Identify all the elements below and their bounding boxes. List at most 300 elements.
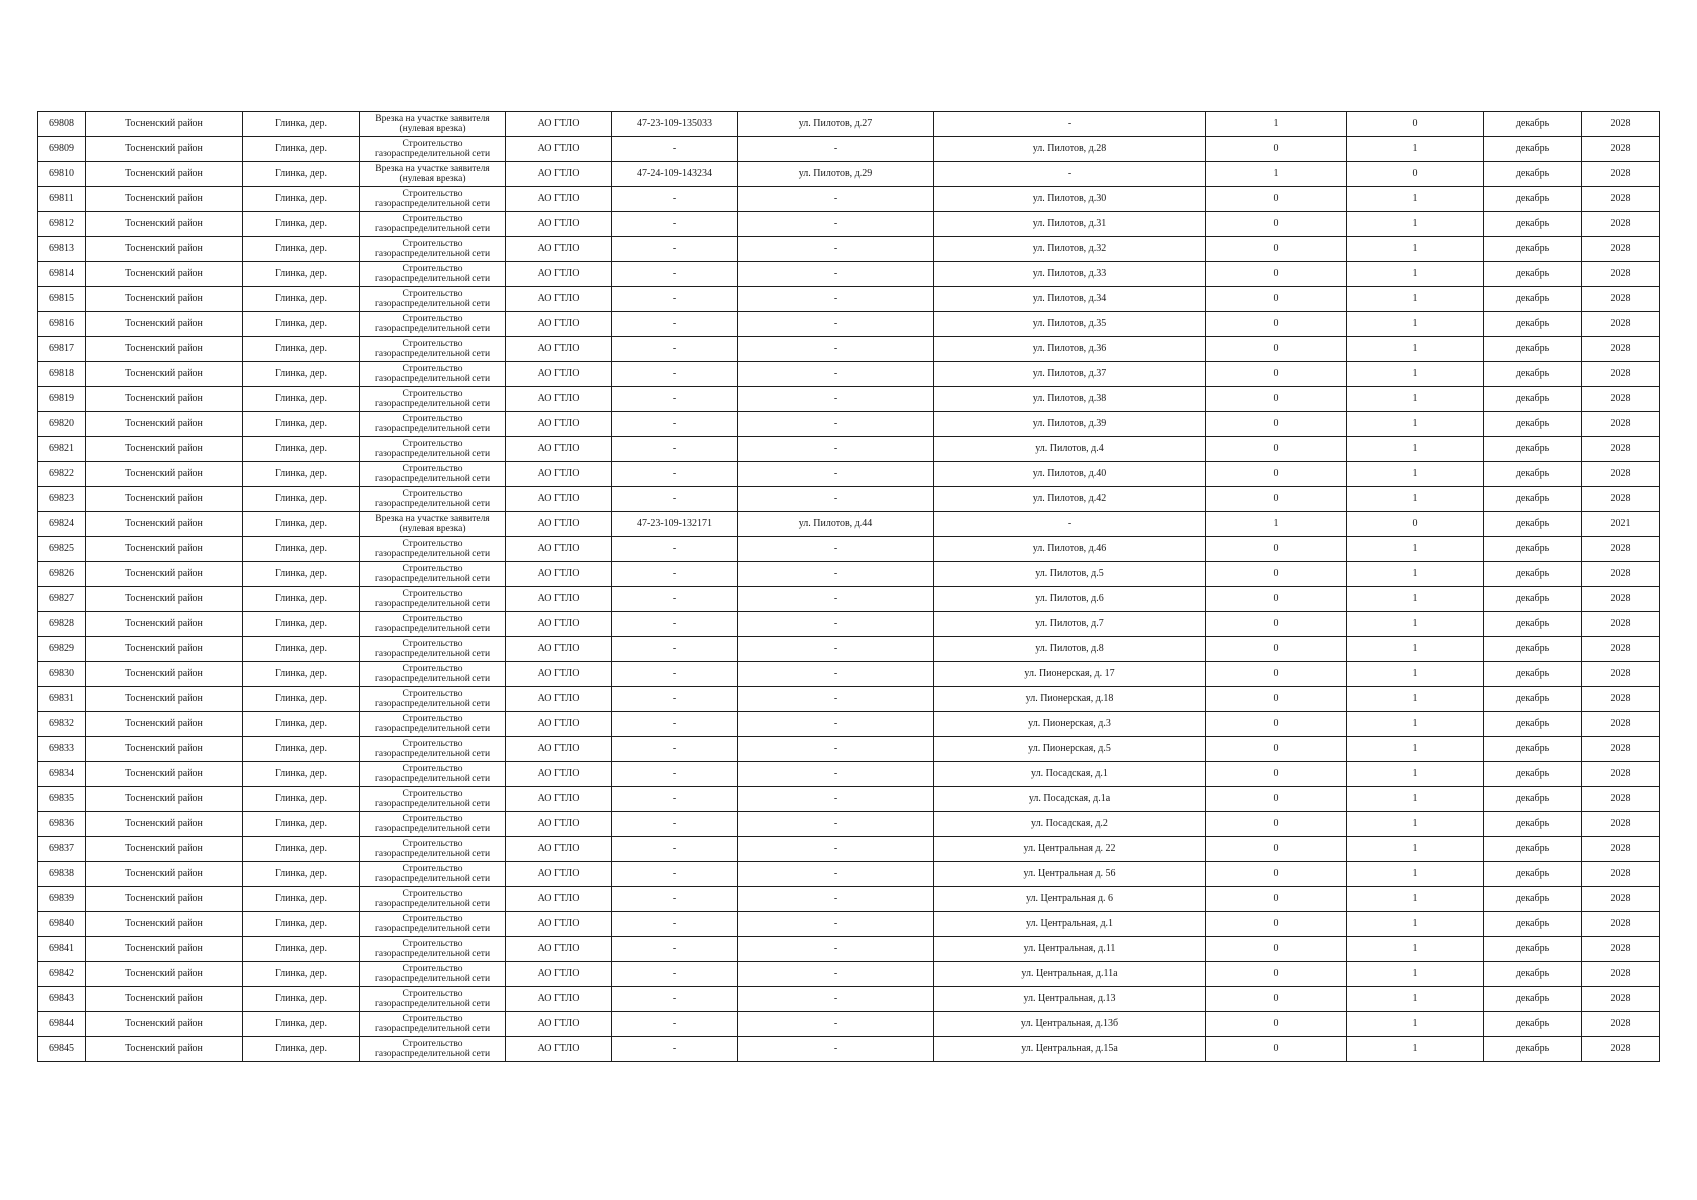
connection-address-cell: - (738, 787, 934, 812)
count-b-cell: 1 (1347, 462, 1484, 487)
count-b-cell: 0 (1347, 512, 1484, 537)
count-b-cell: 1 (1347, 437, 1484, 462)
count-b-cell: 1 (1347, 412, 1484, 437)
count-b-cell: 1 (1347, 687, 1484, 712)
network-address-cell: ул. Пилотов, д.40 (934, 462, 1206, 487)
year-cell: 2028 (1582, 862, 1660, 887)
count-b-cell: 1 (1347, 812, 1484, 837)
network-address-cell: ул. Посадская, д.1 (934, 762, 1206, 787)
work-type-cell: Строительство газораспределительной сети (360, 312, 506, 337)
count-b-cell: 0 (1347, 162, 1484, 187)
work-type-cell: Строительство газораспределительной сети (360, 862, 506, 887)
count-a-cell: 0 (1206, 287, 1347, 312)
work-type-cell: Строительство газораспределительной сети (360, 537, 506, 562)
network-address-cell: - (934, 512, 1206, 537)
district-cell: Тосненский район (86, 812, 243, 837)
district-cell: Тосненский район (86, 837, 243, 862)
district-cell: Тосненский район (86, 162, 243, 187)
connection-address-cell: - (738, 1037, 934, 1062)
year-cell: 2028 (1582, 537, 1660, 562)
organization-cell: АО ГТЛО (506, 337, 612, 362)
year-cell: 2028 (1582, 612, 1660, 637)
network-address-cell: ул. Центральная, д.1 (934, 912, 1206, 937)
count-b-cell: 1 (1347, 1037, 1484, 1062)
count-a-cell: 0 (1206, 562, 1347, 587)
district-cell: Тосненский район (86, 362, 243, 387)
organization-cell: АО ГТЛО (506, 962, 612, 987)
settlement-cell: Глинка, дер. (243, 537, 360, 562)
connection-address-cell: - (738, 712, 934, 737)
count-a-cell: 0 (1206, 312, 1347, 337)
year-cell: 2028 (1582, 212, 1660, 237)
settlement-cell: Глинка, дер. (243, 862, 360, 887)
row-id-cell: 69818 (38, 362, 86, 387)
year-cell: 2028 (1582, 562, 1660, 587)
month-cell: декабрь (1484, 687, 1582, 712)
count-b-cell: 1 (1347, 637, 1484, 662)
month-cell: декабрь (1484, 887, 1582, 912)
count-a-cell: 0 (1206, 912, 1347, 937)
organization-cell: АО ГТЛО (506, 112, 612, 137)
row-id-cell: 69810 (38, 162, 86, 187)
district-cell: Тосненский район (86, 962, 243, 987)
cadastral-number-cell: - (612, 287, 738, 312)
connection-address-cell: - (738, 612, 934, 637)
cadastral-number-cell: 47-24-109-143234 (612, 162, 738, 187)
count-a-cell: 0 (1206, 412, 1347, 437)
organization-cell: АО ГТЛО (506, 662, 612, 687)
settlement-cell: Глинка, дер. (243, 112, 360, 137)
count-b-cell: 1 (1347, 337, 1484, 362)
organization-cell: АО ГТЛО (506, 562, 612, 587)
connection-address-cell: - (738, 812, 934, 837)
work-type-cell: Строительство газораспределительной сети (360, 912, 506, 937)
month-cell: декабрь (1484, 237, 1582, 262)
district-cell: Тосненский район (86, 1012, 243, 1037)
cadastral-number-cell: - (612, 387, 738, 412)
connection-address-cell: - (738, 462, 934, 487)
count-b-cell: 1 (1347, 712, 1484, 737)
year-cell: 2028 (1582, 262, 1660, 287)
district-cell: Тосненский район (86, 612, 243, 637)
organization-cell: АО ГТЛО (506, 937, 612, 962)
row-id-cell: 69833 (38, 737, 86, 762)
work-type-cell: Строительство газораспределительной сети (360, 637, 506, 662)
count-b-cell: 1 (1347, 1012, 1484, 1037)
month-cell: декабрь (1484, 287, 1582, 312)
settlement-cell: Глинка, дер. (243, 837, 360, 862)
connection-address-cell: - (738, 212, 934, 237)
row-id-cell: 69821 (38, 437, 86, 462)
cadastral-number-cell: - (612, 212, 738, 237)
count-a-cell: 0 (1206, 887, 1347, 912)
table-row (38, 112, 1660, 137)
work-type-cell: Строительство газораспределительной сети (360, 562, 506, 587)
district-cell: Тосненский район (86, 1037, 243, 1062)
work-type-cell: Строительство газораспределительной сети (360, 1037, 506, 1062)
count-a-cell: 0 (1206, 1037, 1347, 1062)
row-id-cell: 69811 (38, 187, 86, 212)
connection-address-cell: - (738, 912, 934, 937)
organization-cell: АО ГТЛО (506, 1037, 612, 1062)
row-id-cell: 69814 (38, 262, 86, 287)
row-id-cell: 69829 (38, 637, 86, 662)
table-row (38, 412, 1660, 437)
count-a-cell: 0 (1206, 937, 1347, 962)
row-id-cell: 69828 (38, 612, 86, 637)
work-type-cell: Строительство газораспределительной сети (360, 712, 506, 737)
table-row (38, 137, 1660, 162)
connection-address-cell: - (738, 437, 934, 462)
district-cell: Тосненский район (86, 187, 243, 212)
network-address-cell: ул. Пилотов, д.30 (934, 187, 1206, 212)
network-address-cell: ул. Центральная д. 56 (934, 862, 1206, 887)
year-cell: 2028 (1582, 137, 1660, 162)
network-address-cell: ул. Пилотов, д.39 (934, 412, 1206, 437)
table-row (38, 987, 1660, 1012)
table-row (38, 937, 1660, 962)
organization-cell: АО ГТЛО (506, 612, 612, 637)
network-address-cell: ул. Пионерская, д.3 (934, 712, 1206, 737)
count-b-cell: 1 (1347, 962, 1484, 987)
table-row (38, 812, 1660, 837)
settlement-cell: Глинка, дер. (243, 887, 360, 912)
settlement-cell: Глинка, дер. (243, 462, 360, 487)
connection-address-cell: - (738, 412, 934, 437)
work-type-cell: Строительство газораспределительной сети (360, 187, 506, 212)
row-id-cell: 69845 (38, 1037, 86, 1062)
month-cell: декабрь (1484, 112, 1582, 137)
count-b-cell: 1 (1347, 887, 1484, 912)
row-id-cell: 69838 (38, 862, 86, 887)
organization-cell: АО ГТЛО (506, 212, 612, 237)
count-a-cell: 0 (1206, 987, 1347, 1012)
cadastral-number-cell: - (612, 312, 738, 337)
row-id-cell: 69835 (38, 787, 86, 812)
connection-address-cell: - (738, 837, 934, 862)
count-b-cell: 1 (1347, 262, 1484, 287)
connection-address-cell: - (738, 662, 934, 687)
count-b-cell: 1 (1347, 562, 1484, 587)
year-cell: 2028 (1582, 662, 1660, 687)
count-a-cell: 0 (1206, 612, 1347, 637)
work-type-cell: Строительство газораспределительной сети (360, 587, 506, 612)
count-a-cell: 0 (1206, 687, 1347, 712)
count-a-cell: 0 (1206, 662, 1347, 687)
network-address-cell: ул. Пионерская, д. 17 (934, 662, 1206, 687)
month-cell: декабрь (1484, 737, 1582, 762)
organization-cell: АО ГТЛО (506, 137, 612, 162)
count-b-cell: 1 (1347, 762, 1484, 787)
organization-cell: АО ГТЛО (506, 987, 612, 1012)
cadastral-number-cell: - (612, 462, 738, 487)
table-row (38, 337, 1660, 362)
table-row (38, 162, 1660, 187)
row-id-cell: 69832 (38, 712, 86, 737)
settlement-cell: Глинка, дер. (243, 787, 360, 812)
count-b-cell: 1 (1347, 912, 1484, 937)
table-row (38, 262, 1660, 287)
row-id-cell: 69842 (38, 962, 86, 987)
table-row (38, 387, 1660, 412)
work-type-cell: Строительство газораспределительной сети (360, 737, 506, 762)
year-cell: 2028 (1582, 362, 1660, 387)
year-cell: 2028 (1582, 637, 1660, 662)
table-row (38, 737, 1660, 762)
connection-address-cell: - (738, 187, 934, 212)
work-type-cell: Строительство газораспределительной сети (360, 487, 506, 512)
connection-address-cell: - (738, 687, 934, 712)
year-cell: 2028 (1582, 962, 1660, 987)
table-row (38, 862, 1660, 887)
district-cell: Тосненский район (86, 287, 243, 312)
cadastral-number-cell: 47-23-109-132171 (612, 512, 738, 537)
organization-cell: АО ГТЛО (506, 512, 612, 537)
cadastral-number-cell: - (612, 912, 738, 937)
district-cell: Тосненский район (86, 687, 243, 712)
settlement-cell: Глинка, дер. (243, 1037, 360, 1062)
row-id-cell: 69840 (38, 912, 86, 937)
row-id-cell: 69809 (38, 137, 86, 162)
settlement-cell: Глинка, дер. (243, 212, 360, 237)
organization-cell: АО ГТЛО (506, 487, 612, 512)
year-cell: 2028 (1582, 987, 1660, 1012)
row-id-cell: 69819 (38, 387, 86, 412)
count-a-cell: 0 (1206, 712, 1347, 737)
month-cell: декабрь (1484, 437, 1582, 462)
year-cell: 2028 (1582, 837, 1660, 862)
count-a-cell: 0 (1206, 212, 1347, 237)
organization-cell: АО ГТЛО (506, 362, 612, 387)
count-a-cell: 0 (1206, 362, 1347, 387)
connection-address-cell: - (738, 587, 934, 612)
count-a-cell: 0 (1206, 1012, 1347, 1037)
count-a-cell: 0 (1206, 737, 1347, 762)
count-b-cell: 1 (1347, 237, 1484, 262)
row-id-cell: 69839 (38, 887, 86, 912)
organization-cell: АО ГТЛО (506, 637, 612, 662)
network-address-cell: ул. Пилотов, д.46 (934, 537, 1206, 562)
district-cell: Тосненский район (86, 112, 243, 137)
year-cell: 2028 (1582, 287, 1660, 312)
settlement-cell: Глинка, дер. (243, 712, 360, 737)
organization-cell: АО ГТЛО (506, 762, 612, 787)
month-cell: декабрь (1484, 162, 1582, 187)
table-row (38, 512, 1660, 537)
settlement-cell: Глинка, дер. (243, 412, 360, 437)
organization-cell: АО ГТЛО (506, 262, 612, 287)
count-b-cell: 1 (1347, 137, 1484, 162)
connection-address-cell: - (738, 937, 934, 962)
year-cell: 2028 (1582, 937, 1660, 962)
table-row (38, 887, 1660, 912)
year-cell: 2028 (1582, 737, 1660, 762)
cadastral-number-cell: - (612, 262, 738, 287)
cadastral-number-cell: - (612, 962, 738, 987)
table-body (38, 112, 1660, 1062)
year-cell: 2028 (1582, 387, 1660, 412)
organization-cell: АО ГТЛО (506, 687, 612, 712)
count-b-cell: 1 (1347, 612, 1484, 637)
district-cell: Тосненский район (86, 587, 243, 612)
cadastral-number-cell: - (612, 937, 738, 962)
district-cell: Тосненский район (86, 462, 243, 487)
table-row (38, 637, 1660, 662)
count-a-cell: 1 (1206, 112, 1347, 137)
district-cell: Тосненский район (86, 637, 243, 662)
organization-cell: АО ГТЛО (506, 462, 612, 487)
work-type-cell: Строительство газораспределительной сети (360, 412, 506, 437)
settlement-cell: Глинка, дер. (243, 237, 360, 262)
count-b-cell: 1 (1347, 937, 1484, 962)
count-a-cell: 0 (1206, 137, 1347, 162)
year-cell: 2028 (1582, 1012, 1660, 1037)
organization-cell: АО ГТЛО (506, 537, 612, 562)
count-b-cell: 1 (1347, 787, 1484, 812)
table-row (38, 562, 1660, 587)
district-cell: Тосненский район (86, 662, 243, 687)
year-cell: 2028 (1582, 762, 1660, 787)
row-id-cell: 69844 (38, 1012, 86, 1037)
table-row (38, 837, 1660, 862)
month-cell: декабрь (1484, 787, 1582, 812)
settlement-cell: Глинка, дер. (243, 287, 360, 312)
row-id-cell: 69815 (38, 287, 86, 312)
count-a-cell: 0 (1206, 237, 1347, 262)
month-cell: декабрь (1484, 837, 1582, 862)
row-id-cell: 69816 (38, 312, 86, 337)
count-b-cell: 1 (1347, 737, 1484, 762)
count-b-cell: 1 (1347, 662, 1484, 687)
count-a-cell: 1 (1206, 162, 1347, 187)
work-type-cell: Строительство газораспределительной сети (360, 387, 506, 412)
network-address-cell: ул. Пилотов, д.42 (934, 487, 1206, 512)
work-type-cell: Строительство газораспределительной сети (360, 962, 506, 987)
row-id-cell: 69837 (38, 837, 86, 862)
district-cell: Тосненский район (86, 712, 243, 737)
year-cell: 2028 (1582, 462, 1660, 487)
work-type-cell: Строительство газораспределительной сети (360, 437, 506, 462)
work-type-cell: Строительство газораспределительной сети (360, 237, 506, 262)
connection-address-cell: - (738, 737, 934, 762)
count-b-cell: 1 (1347, 387, 1484, 412)
table-row (38, 712, 1660, 737)
table-row (38, 212, 1660, 237)
organization-cell: АО ГТЛО (506, 187, 612, 212)
organization-cell: АО ГТЛО (506, 787, 612, 812)
count-a-cell: 0 (1206, 762, 1347, 787)
cadastral-number-cell: - (612, 487, 738, 512)
organization-cell: АО ГТЛО (506, 712, 612, 737)
cadastral-number-cell: - (612, 837, 738, 862)
organization-cell: АО ГТЛО (506, 312, 612, 337)
row-id-cell: 69843 (38, 987, 86, 1012)
month-cell: декабрь (1484, 187, 1582, 212)
count-b-cell: 1 (1347, 587, 1484, 612)
connection-address-cell: ул. Пилотов, д.44 (738, 512, 934, 537)
count-b-cell: 0 (1347, 112, 1484, 137)
network-address-cell: ул. Центральная, д.13б (934, 1012, 1206, 1037)
month-cell: декабрь (1484, 1012, 1582, 1037)
cadastral-number-cell: - (612, 762, 738, 787)
row-id-cell: 69831 (38, 687, 86, 712)
table-row (38, 537, 1660, 562)
district-cell: Тосненский район (86, 937, 243, 962)
count-b-cell: 1 (1347, 187, 1484, 212)
work-type-cell: Строительство газораспределительной сети (360, 1012, 506, 1037)
month-cell: декабрь (1484, 537, 1582, 562)
table-row (38, 187, 1660, 212)
connection-address-cell: - (738, 987, 934, 1012)
settlement-cell: Глинка, дер. (243, 587, 360, 612)
table-row (38, 237, 1660, 262)
network-address-cell: ул. Пилотов, д.32 (934, 237, 1206, 262)
organization-cell: АО ГТЛО (506, 887, 612, 912)
settlement-cell: Глинка, дер. (243, 912, 360, 937)
count-a-cell: 0 (1206, 487, 1347, 512)
table-row (38, 962, 1660, 987)
row-id-cell: 69812 (38, 212, 86, 237)
district-cell: Тосненский район (86, 212, 243, 237)
settlement-cell: Глинка, дер. (243, 187, 360, 212)
year-cell: 2028 (1582, 162, 1660, 187)
organization-cell: АО ГТЛО (506, 812, 612, 837)
month-cell: декабрь (1484, 512, 1582, 537)
district-cell: Тосненский район (86, 237, 243, 262)
count-a-cell: 1 (1206, 512, 1347, 537)
settlement-cell: Глинка, дер. (243, 687, 360, 712)
organization-cell: АО ГТЛО (506, 737, 612, 762)
connection-address-cell: - (738, 312, 934, 337)
count-a-cell: 0 (1206, 812, 1347, 837)
district-cell: Тосненский район (86, 437, 243, 462)
network-address-cell: - (934, 162, 1206, 187)
year-cell: 2028 (1582, 487, 1660, 512)
count-a-cell: 0 (1206, 187, 1347, 212)
network-address-cell: ул. Пилотов, д.5 (934, 562, 1206, 587)
district-cell: Тосненский район (86, 912, 243, 937)
connection-address-cell: - (738, 862, 934, 887)
year-cell: 2021 (1582, 512, 1660, 537)
connection-address-cell: - (738, 237, 934, 262)
table-row (38, 1012, 1660, 1037)
network-address-cell: ул. Пионерская, д.18 (934, 687, 1206, 712)
district-cell: Тосненский район (86, 737, 243, 762)
row-id-cell: 69823 (38, 487, 86, 512)
cadastral-number-cell: - (612, 1012, 738, 1037)
district-cell: Тосненский район (86, 262, 243, 287)
settlement-cell: Глинка, дер. (243, 262, 360, 287)
settlement-cell: Глинка, дер. (243, 987, 360, 1012)
cadastral-number-cell: - (612, 337, 738, 362)
district-cell: Тосненский район (86, 512, 243, 537)
row-id-cell: 69813 (38, 237, 86, 262)
month-cell: декабрь (1484, 562, 1582, 587)
month-cell: декабрь (1484, 662, 1582, 687)
cadastral-number-cell: - (612, 987, 738, 1012)
settlement-cell: Глинка, дер. (243, 312, 360, 337)
district-cell: Тосненский район (86, 862, 243, 887)
table-row (38, 362, 1660, 387)
work-type-cell: Строительство газораспределительной сети (360, 687, 506, 712)
month-cell: декабрь (1484, 962, 1582, 987)
network-address-cell: ул. Пилотов, д.4 (934, 437, 1206, 462)
year-cell: 2028 (1582, 887, 1660, 912)
cadastral-number-cell: - (612, 562, 738, 587)
settlement-cell: Глинка, дер. (243, 737, 360, 762)
month-cell: декабрь (1484, 487, 1582, 512)
settlement-cell: Глинка, дер. (243, 337, 360, 362)
